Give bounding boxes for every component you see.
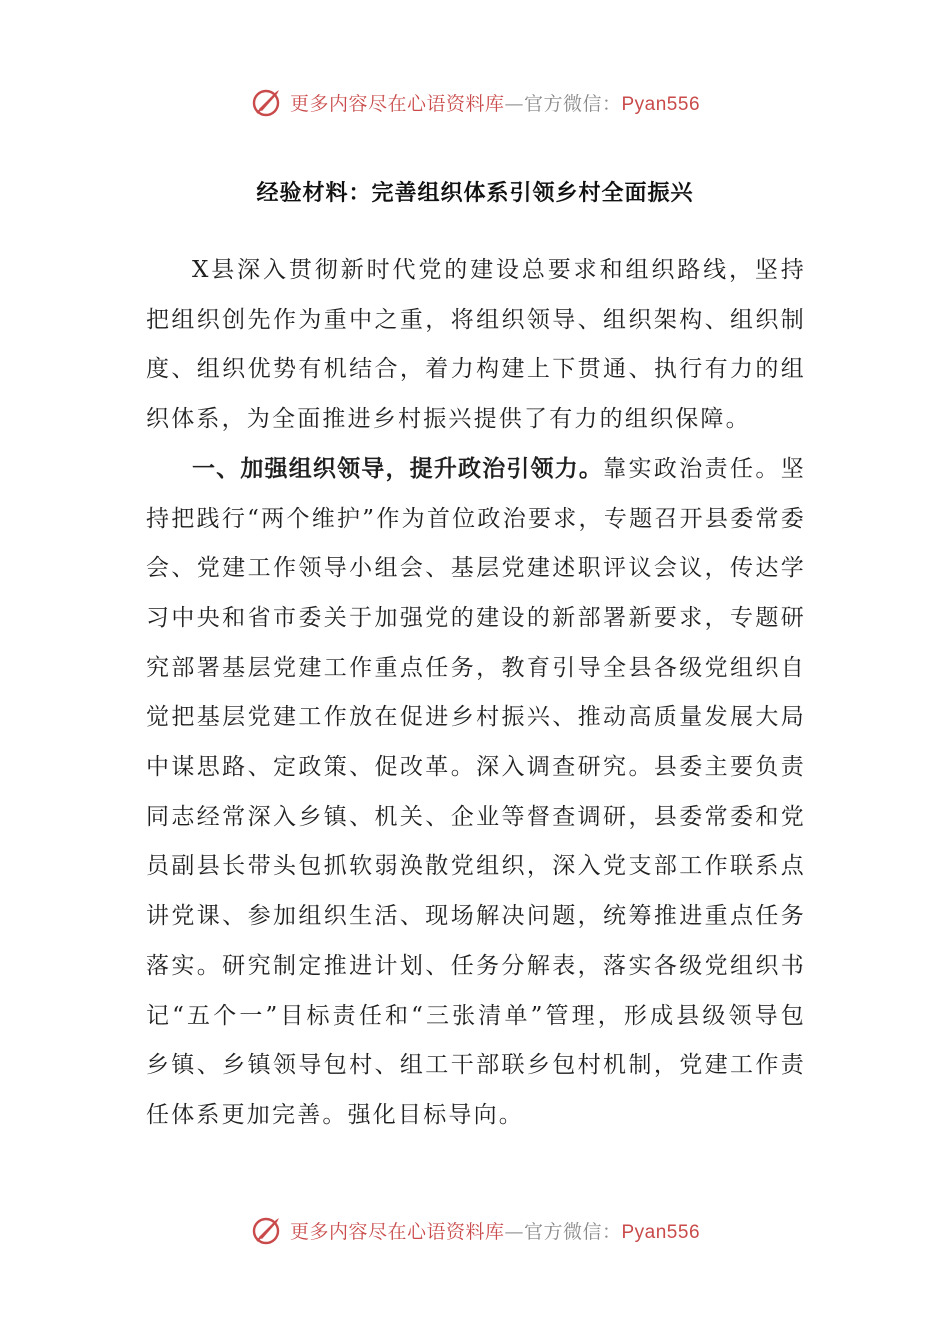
section-1-body: 靠实政治责任。坚持把践行“两个维护”作为首位政治要求，专题召开县委常委会、党建工作领导小组会、基层党建述职评议会议，传达学习中央和省市委关于加强党的建设的新部署新要求，专题研究部署基层党建工作重点任务，教育引导全县各级党组织自觉把基层党建工作放在促进乡村振兴、推动高质量发展大局中谋思路、定政策、促改革。深入调查研究。县委主要负责同志经常深入乡镇、机关、企业等督查调研，县委常委和党员副县长带头包抓软弱涣散党组织，深入党支部工作联系点讲党课、参加组织生活、现场解决问题，统筹推进重点任务落实。研究制定推进计划、任务分解表，落实各级党组织书记“五个一”目标责任和“三张清单”管理，形成县级领导包乡镇、乡镇领导包村、组工干部联乡包村机制，党建工作责任体系更加完善。强化目标导向。 [146, 455, 807, 1128]
watermark-wechat-id: Pyan556 [621, 93, 701, 115]
section-1-heading: 一、加强组织领导，提升政治引领力。 [192, 455, 604, 482]
watermark-dash: — [504, 92, 524, 115]
watermark-site-name: 更多内容尽在心语资料库 [289, 1220, 505, 1243]
watermark-banner-bottom [0, 1210, 950, 1250]
watermark-banner-top [0, 82, 950, 122]
document-title: 经验材料：完善组织体系引领乡村全面振兴 [256, 181, 694, 206]
watermark-wechat-id: Pyan556 [621, 1221, 701, 1243]
section-1-paragraph [146, 445, 806, 1141]
quill-pen-logo-icon [250, 1213, 284, 1247]
watermark-wechat-label: 官方微信： [523, 1220, 622, 1243]
watermark-text [290, 1217, 700, 1244]
document-body [146, 246, 806, 1141]
watermark-text [290, 89, 700, 116]
intro-paragraph: X县深入贯彻新时代党的建设总要求和组织路线，坚持把组织创先作为重中之重，将组织领导、组织架构、组织制度、组织优势有机结合，着力构建上下贯通、执行有力的组织体系，为全面推进乡村振兴提供了有力的组织保障。 [146, 257, 806, 433]
watermark-site-name: 更多内容尽在心语资料库 [289, 92, 505, 115]
watermark-wechat-label: 官方微信： [523, 92, 622, 115]
quill-pen-logo-icon [250, 85, 284, 119]
watermark-dash: — [504, 1220, 524, 1243]
